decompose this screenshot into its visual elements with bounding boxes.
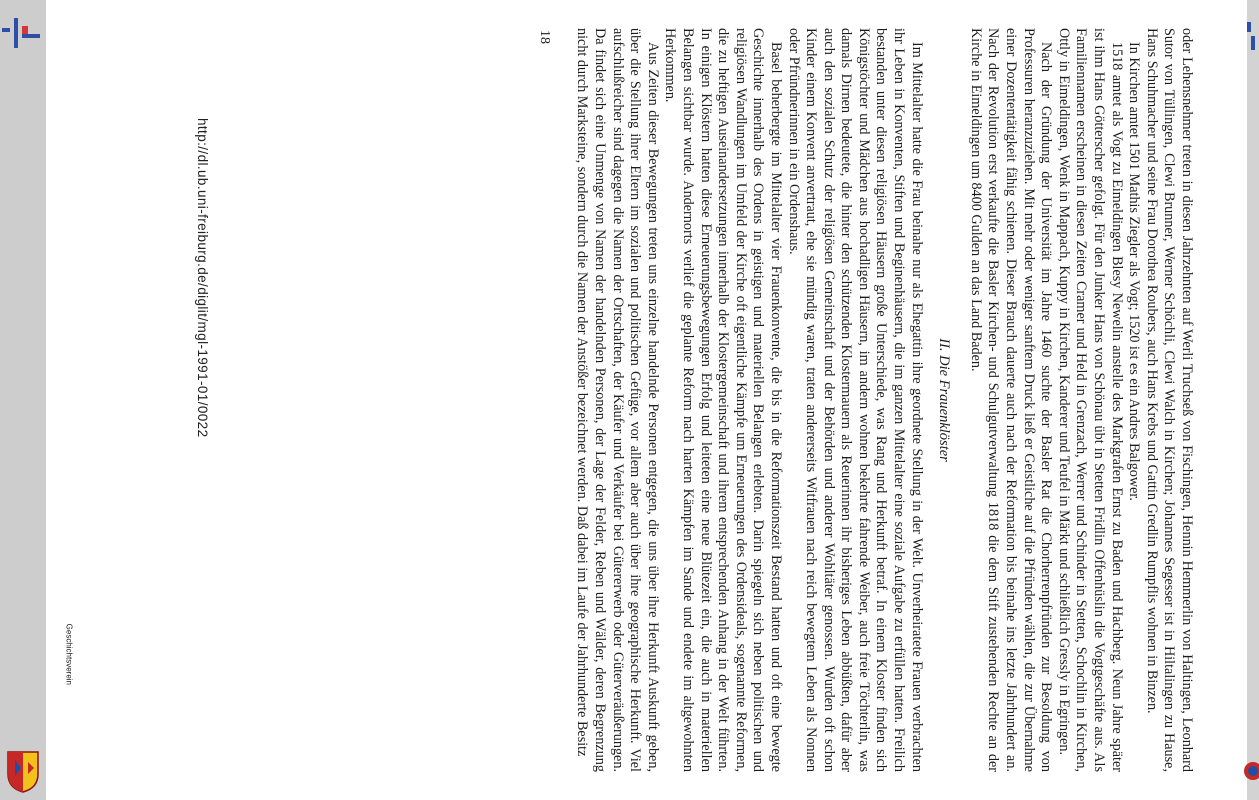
library-logo-icon (2, 18, 42, 50)
publisher-label (64, 624, 74, 685)
paragraph: 1518 amtet als Vogt zu Eimeldingen Blesy Newelin anstelle des Markgrafen Ernst zu Baden und Hachberg. Neun Jahre später ist ihm Hans Götterscher gefolgt. Für den Junker Hans von Schönau übt in Stetten Fridlin Offenhüslin die Vogtgeschäfte aus. Als Familiennamen erscheinen in diesen Zeiten Cramer und Held in Grenzach, Werrer und Schinder in Stetten, Schochlin in Kirchen, Ottly in Eimeldingen, Wenk in Mappach, Kuppy in Kirchen, Kanderer und Teufel in Märkt und schließlich Gressly in Egringen. (1055, 28, 1125, 772)
paragraph: Basel beherbergte im Mittelalter vier Frauenkonvente, die bis in die Reformationszeit Bestand hatten und oft eine bewegte Geschichte innerhalb des Ordens in geistigen und materiellen Belangen erlebten. Darin spiegeln sich neben politischen und religiösen Wandlungen im Umfeld der Kirche oft eigentliche Kämpfe um Erneuerungen des Ordensideals, sogenannte Reformen, die zu heftigen Auseinandersetzungen innerhalb der Klostergemeinschaft und ihrem entsprechenden Anhang in der Welt führten. In einigen Klöstern hatten diese Erneuerungsbewegungen Erfolg und leiteten eine neue Blütezeit ein, die auch in materiellen Belangen sichtbar wurde. Andernorts verlief die geplante Reform nach harten Kämpfen im Sande und endete im altgewohnten Herkommen. (662, 28, 784, 772)
paragraph: Im Mittelalter hatte die Frau beinahe nur als Ehegattin ihre geordnete Stellung in der Welt. Unverheiratete Frauen verbrachten ihr Leben in Konventen, Stiften und Beginenhäusern, die im ganzen Mittelalter eine soziale Aufgabe zu erfüllen hatten. Freilich bestanden unter diesen religiösen Häusern große Unterschiede, was Rang und Herkunft betraf. In einem Kloster finden sich Königstöchter und Mädchen aus hochadligen Häusern, im andern wohnen bekehrte fahrende Weiber, auch freie Töchterlin, was damals Dirnen bedeutete, die hinter den schützenden Klostermauern als Reuerinnen ihr bisheriges Leben abbüßten, dafür aber auch den sozialen Schutz der religiösen Gemeinschaft und der Behörden und anderer Wohltäter genossen. Wurden oft schon Kinder einem Konvent anvertraut, ehe sie mündig waren, traten andererseits Witfrauen nach reich bewegtem Leben als Nonnen oder Pfründnerinnen in ein Ordenshaus. (785, 28, 925, 772)
paragraph: In Kirchen amtet 1501 Mathis Ziegler als Vogt; 1520 ist es ein Andres Balgower. (1126, 42, 1143, 501)
viewer-edge-marker-icon (1245, 20, 1257, 60)
source-url[interactable]: http://dl.ub.uni-freiburg.de/diglit/mgl-1991-01/0022 (194, 118, 210, 438)
viewer-left-margin (0, 0, 46, 800)
page-number: 18 (536, 30, 552, 44)
scanned-page (79, 10, 1213, 790)
text-before-heading (966, 28, 1195, 772)
page-body (79, 10, 1213, 790)
coat-of-arms-icon (6, 748, 40, 794)
text-after-heading (573, 28, 925, 772)
section-heading: II. Die Frauenklöster (936, 338, 953, 462)
viewer-right-margin (1247, 0, 1259, 800)
paragraph: oder Lehensnehmer treten in diesen Jahrzehnten auf Werli Truchseß von Fischingen, Hennin Hemmerlin von Haltingen, Leonhard Sutor von Tüllingen, Clewi Brunner, Werner Schöchli, Clewi Walch in Kirchen; Johannes Segesser ist in Hiltalingen zu Hause, Hans Schuhmacher und seine Frau Dorothea Roubers, auch Hans Krebs und Gattin Gredlin Rumpflis wohnen in Binzen. (1143, 28, 1195, 772)
paragraph: Nach der Gründung der Universität im Jahre 1460 suchte der Basler Rat die Chorherrenpfründen zur Besoldung von Professuren heranzuziehen. Mit mehr oder weniger sanftem Druck ließ er Geistliche auf die Pfründen wählen, die zur Übernahme einer Dozententätigkeit fähig schienen. Dieser Brauch dauerte auch nach der Reformation bis beinahe ins letzte Jahrhundert an. Nach der Revolution erst verkaufte die Basler Kirchen- und Schulgutverwaltung 1818 die dem Stift zustehenden Rechte an der Kirche in Eimeldingen um 8400 Gulden an das Land Baden. (967, 28, 1055, 772)
publisher-label-line1: Geschichtsverein (64, 623, 74, 685)
paragraph: Aus Zeiten dieser Bewegungen treten uns einzelne handelnde Personen entgegen, die uns über ihre Herkunft Auskunft geben, über die Stellung ihrer Eltern im sozialen und politischen Gefüge, vor allem aber auch über ihre geographische Herkunft. Viel aufschlußreicher sind dagegen die Namen der Ortschaften, der Käufer und Verkäufer bei Gütererwerb oder Güterveräußerungen. Da findet sich eine Unmenge von Namen der handelnden Personen, der Lage der Felder, Reben und Wälder, deren Begrenzung nicht durch Marksteine, sondern durch die Namen der Anstößer bezeichnet werden. Daß dabei im Laufe der Jahrhunderte Besitz (574, 28, 661, 772)
seal-icon (1243, 756, 1259, 786)
